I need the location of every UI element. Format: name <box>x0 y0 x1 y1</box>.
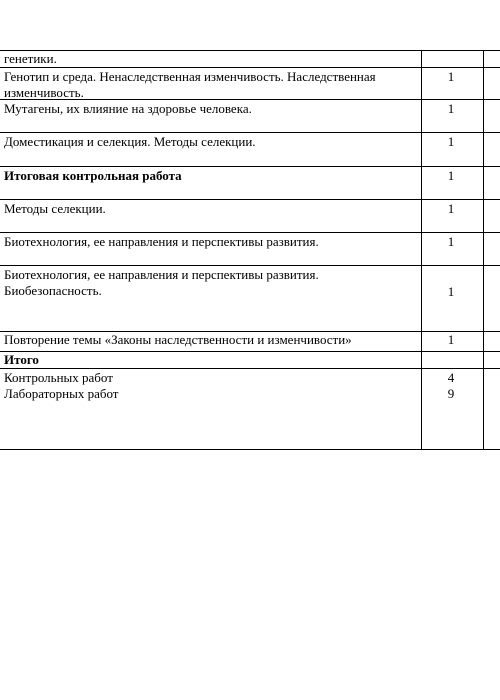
total-row-label: Итого <box>4 352 39 367</box>
table-rule <box>0 232 500 233</box>
table-row-topic: Итоговая контрольная работа <box>4 168 182 183</box>
table-row-topic: Методы селекции. <box>4 201 106 216</box>
table-row-topic: Генотип и среда. Ненаследственная изменчивость. Наследственная изменчивость. <box>4 69 376 100</box>
table-rule <box>0 132 500 133</box>
table-row-hours: 1 <box>447 201 455 216</box>
table-rule <box>0 67 500 68</box>
table-row-hours: 1 <box>447 69 455 84</box>
summary-label: Лабораторных работ <box>4 386 119 401</box>
table-row-hours: 1 <box>447 234 455 249</box>
summary-label: Контрольных работ <box>4 370 113 385</box>
table-row-topic: Повторение темы «Законы наследственности и изменчивости» <box>4 332 352 347</box>
table-row-hours: 1 <box>447 332 455 347</box>
table-row-hours: 1 <box>447 168 455 183</box>
table-rule <box>0 199 500 200</box>
table-rule <box>0 265 500 266</box>
table-row-hours: 1 <box>447 284 455 299</box>
table-row-topic: Доместикация и селекция. Методы селекции. <box>4 134 256 149</box>
table-row-hours: 1 <box>447 101 455 116</box>
table-rule <box>0 449 500 450</box>
table-rule <box>0 368 500 369</box>
table-row-topic: генетики. <box>4 51 57 66</box>
summary-value: 9 <box>447 386 455 401</box>
column-divider <box>483 50 484 450</box>
table-row-topic: Биотехнология, ее направления и перспективы развития. Биобезопасность. <box>4 267 319 298</box>
table-row-hours: 1 <box>447 134 455 149</box>
summary-value: 4 <box>447 370 455 385</box>
table-rule <box>0 166 500 167</box>
table-row-topic: Мутагены, их влияние на здоровье человека. <box>4 101 252 116</box>
table-row-topic: Биотехнология, ее направления и перспективы развития. <box>4 234 319 249</box>
